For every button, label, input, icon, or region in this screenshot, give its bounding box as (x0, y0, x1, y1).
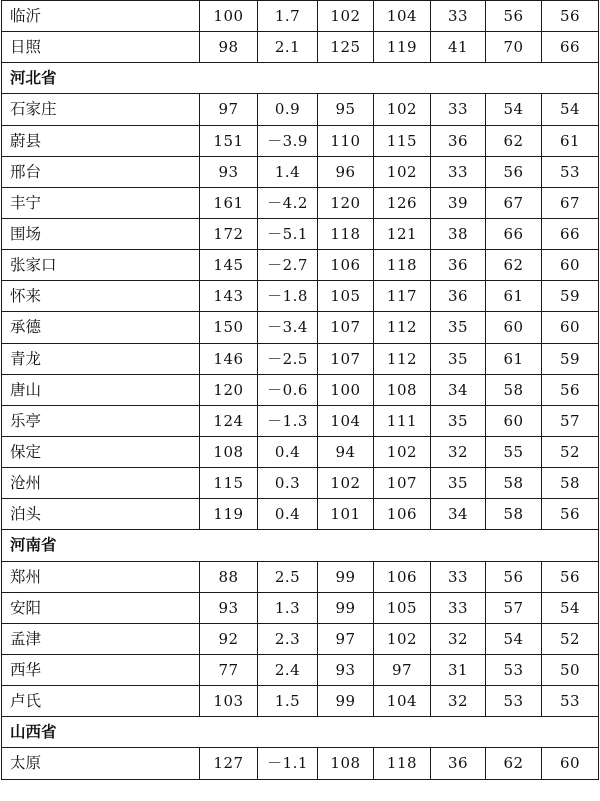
value-cell: 56 (542, 499, 599, 530)
value-cell: 35 (431, 468, 486, 499)
value-cell: －2.5 (258, 343, 318, 374)
station-name: 石家庄 (2, 94, 200, 125)
value-cell: 92 (200, 623, 258, 654)
table-row (2, 1, 599, 32)
table-row (2, 436, 599, 467)
value-cell: 41 (431, 32, 486, 63)
station-name: 郑州 (2, 561, 200, 592)
table-row (2, 187, 599, 218)
station-name: 承德 (2, 312, 200, 343)
value-cell: 67 (486, 187, 542, 218)
value-cell: 53 (542, 686, 599, 717)
value-cell: 0.9 (258, 94, 318, 125)
value-cell: 107 (374, 468, 431, 499)
value-cell: 115 (200, 468, 258, 499)
value-cell: 33 (431, 561, 486, 592)
value-cell: 66 (542, 32, 599, 63)
province-header-row (2, 63, 599, 94)
value-cell: 112 (374, 343, 431, 374)
value-cell: 106 (318, 250, 374, 281)
station-name: 沧州 (2, 468, 200, 499)
province-title: 河南省 (2, 530, 599, 561)
value-cell: 36 (431, 281, 486, 312)
value-cell: 0.3 (258, 468, 318, 499)
value-cell: 1.3 (258, 592, 318, 623)
value-cell: 54 (542, 94, 599, 125)
value-cell: 39 (431, 187, 486, 218)
value-cell: 161 (200, 187, 258, 218)
table-row (2, 623, 599, 654)
table-row (2, 343, 599, 374)
value-cell: 103 (200, 686, 258, 717)
value-cell: 145 (200, 250, 258, 281)
value-cell: 34 (431, 374, 486, 405)
value-cell: 77 (200, 654, 258, 685)
value-cell: 57 (542, 405, 599, 436)
table-row (2, 281, 599, 312)
value-cell: 120 (200, 374, 258, 405)
value-cell: 33 (431, 94, 486, 125)
value-cell: 50 (542, 654, 599, 685)
station-name: 西华 (2, 654, 200, 685)
province-header-row (2, 717, 599, 748)
value-cell: 107 (318, 312, 374, 343)
value-cell: 58 (486, 499, 542, 530)
value-cell: －3.4 (258, 312, 318, 343)
value-cell: 1.7 (258, 1, 318, 32)
value-cell: 31 (431, 654, 486, 685)
value-cell: 58 (486, 468, 542, 499)
value-cell: 127 (200, 748, 258, 779)
station-name: 太原 (2, 748, 200, 779)
value-cell: 118 (374, 250, 431, 281)
value-cell: 56 (542, 1, 599, 32)
value-cell: 126 (374, 187, 431, 218)
value-cell: 119 (200, 499, 258, 530)
value-cell: 146 (200, 343, 258, 374)
station-name: 丰宁 (2, 187, 200, 218)
value-cell: 35 (431, 312, 486, 343)
value-cell: 36 (431, 125, 486, 156)
value-cell: 99 (318, 561, 374, 592)
value-cell: 96 (318, 156, 374, 187)
station-name: 唐山 (2, 374, 200, 405)
value-cell: 151 (200, 125, 258, 156)
value-cell: 97 (374, 654, 431, 685)
value-cell: 118 (318, 218, 374, 249)
table-row (2, 468, 599, 499)
table-row (2, 499, 599, 530)
station-name: 青龙 (2, 343, 200, 374)
climate-data-table (1, 0, 599, 780)
value-cell: －3.9 (258, 125, 318, 156)
value-cell: －1.1 (258, 748, 318, 779)
table-row (2, 374, 599, 405)
value-cell: 102 (374, 623, 431, 654)
value-cell: 124 (200, 405, 258, 436)
value-cell: 101 (318, 499, 374, 530)
value-cell: 99 (318, 592, 374, 623)
value-cell: 32 (431, 436, 486, 467)
value-cell: 125 (318, 32, 374, 63)
table-row (2, 125, 599, 156)
province-title: 山西省 (2, 717, 599, 748)
station-name: 怀来 (2, 281, 200, 312)
station-name: 临沂 (2, 1, 200, 32)
table-row (2, 218, 599, 249)
value-cell: 35 (431, 405, 486, 436)
table-row (2, 654, 599, 685)
value-cell: 33 (431, 1, 486, 32)
value-cell: 60 (542, 748, 599, 779)
value-cell: 102 (318, 1, 374, 32)
value-cell: 2.1 (258, 32, 318, 63)
value-cell: 54 (486, 623, 542, 654)
station-name: 日照 (2, 32, 200, 63)
value-cell: －5.1 (258, 218, 318, 249)
value-cell: 108 (374, 374, 431, 405)
value-cell: 35 (431, 343, 486, 374)
station-name: 安阳 (2, 592, 200, 623)
value-cell: 56 (542, 374, 599, 405)
value-cell: 62 (486, 250, 542, 281)
value-cell: 95 (318, 94, 374, 125)
value-cell: 102 (374, 156, 431, 187)
value-cell: 54 (542, 592, 599, 623)
value-cell: 102 (374, 94, 431, 125)
value-cell: 33 (431, 156, 486, 187)
table-row (2, 94, 599, 125)
table-row (2, 592, 599, 623)
value-cell: 59 (542, 281, 599, 312)
value-cell: 150 (200, 312, 258, 343)
station-name: 卢氏 (2, 686, 200, 717)
value-cell: 36 (431, 250, 486, 281)
value-cell: －0.6 (258, 374, 318, 405)
value-cell: 104 (318, 405, 374, 436)
station-name: 保定 (2, 436, 200, 467)
value-cell: 110 (318, 125, 374, 156)
value-cell: 88 (200, 561, 258, 592)
value-cell: 62 (486, 125, 542, 156)
value-cell: 56 (486, 156, 542, 187)
province-header-row (2, 530, 599, 561)
value-cell: 32 (431, 623, 486, 654)
value-cell: 105 (374, 592, 431, 623)
value-cell: 97 (200, 94, 258, 125)
value-cell: 107 (318, 343, 374, 374)
value-cell: 106 (374, 561, 431, 592)
value-cell: 38 (431, 218, 486, 249)
value-cell: 58 (486, 374, 542, 405)
station-name: 蔚县 (2, 125, 200, 156)
table-row (2, 32, 599, 63)
value-cell: 121 (374, 218, 431, 249)
value-cell: 102 (318, 468, 374, 499)
value-cell: 60 (542, 312, 599, 343)
value-cell: 0.4 (258, 499, 318, 530)
value-cell: 111 (374, 405, 431, 436)
value-cell: 1.5 (258, 686, 318, 717)
value-cell: 52 (542, 623, 599, 654)
value-cell: 108 (200, 436, 258, 467)
table-row (2, 312, 599, 343)
value-cell: 58 (542, 468, 599, 499)
value-cell: 108 (318, 748, 374, 779)
value-cell: 34 (431, 499, 486, 530)
table-row (2, 156, 599, 187)
value-cell: －4.2 (258, 187, 318, 218)
table-row (2, 561, 599, 592)
value-cell: 54 (486, 94, 542, 125)
value-cell: 59 (542, 343, 599, 374)
value-cell: －1.3 (258, 405, 318, 436)
value-cell: 53 (542, 156, 599, 187)
value-cell: 60 (486, 312, 542, 343)
value-cell: 2.4 (258, 654, 318, 685)
value-cell: 115 (374, 125, 431, 156)
value-cell: 70 (486, 32, 542, 63)
value-cell: 102 (374, 436, 431, 467)
value-cell: 66 (542, 218, 599, 249)
station-name: 围场 (2, 218, 200, 249)
value-cell: 33 (431, 592, 486, 623)
value-cell: 61 (486, 281, 542, 312)
table-row (2, 748, 599, 779)
value-cell: 106 (374, 499, 431, 530)
value-cell: 117 (374, 281, 431, 312)
value-cell: 55 (486, 436, 542, 467)
value-cell: 93 (200, 156, 258, 187)
station-name: 乐亭 (2, 405, 200, 436)
province-title: 河北省 (2, 63, 599, 94)
table-row (2, 405, 599, 436)
value-cell: 53 (486, 686, 542, 717)
value-cell: 60 (542, 250, 599, 281)
value-cell: 32 (431, 686, 486, 717)
value-cell: 57 (486, 592, 542, 623)
value-cell: 104 (374, 686, 431, 717)
value-cell: 62 (486, 748, 542, 779)
value-cell: 52 (542, 436, 599, 467)
value-cell: 53 (486, 654, 542, 685)
value-cell: 61 (542, 125, 599, 156)
station-name: 孟津 (2, 623, 200, 654)
value-cell: 98 (200, 32, 258, 63)
value-cell: 172 (200, 218, 258, 249)
value-cell: 100 (200, 1, 258, 32)
value-cell: 94 (318, 436, 374, 467)
value-cell: 93 (318, 654, 374, 685)
value-cell: 93 (200, 592, 258, 623)
value-cell: 67 (542, 187, 599, 218)
value-cell: 97 (318, 623, 374, 654)
table-row (2, 250, 599, 281)
table-body (2, 1, 599, 780)
value-cell: 99 (318, 686, 374, 717)
value-cell: 118 (374, 748, 431, 779)
station-name: 泊头 (2, 499, 200, 530)
station-name: 张家口 (2, 250, 200, 281)
value-cell: 143 (200, 281, 258, 312)
value-cell: 120 (318, 187, 374, 218)
value-cell: 105 (318, 281, 374, 312)
value-cell: 0.4 (258, 436, 318, 467)
value-cell: 2.3 (258, 623, 318, 654)
station-name: 邢台 (2, 156, 200, 187)
value-cell: －1.8 (258, 281, 318, 312)
value-cell: 56 (542, 561, 599, 592)
value-cell: 119 (374, 32, 431, 63)
value-cell: 61 (486, 343, 542, 374)
value-cell: 104 (374, 1, 431, 32)
value-cell: 66 (486, 218, 542, 249)
value-cell: 36 (431, 748, 486, 779)
value-cell: 60 (486, 405, 542, 436)
value-cell: 2.5 (258, 561, 318, 592)
value-cell: 56 (486, 1, 542, 32)
value-cell: 112 (374, 312, 431, 343)
table-row (2, 686, 599, 717)
value-cell: 1.4 (258, 156, 318, 187)
value-cell: 100 (318, 374, 374, 405)
value-cell: 56 (486, 561, 542, 592)
value-cell: －2.7 (258, 250, 318, 281)
